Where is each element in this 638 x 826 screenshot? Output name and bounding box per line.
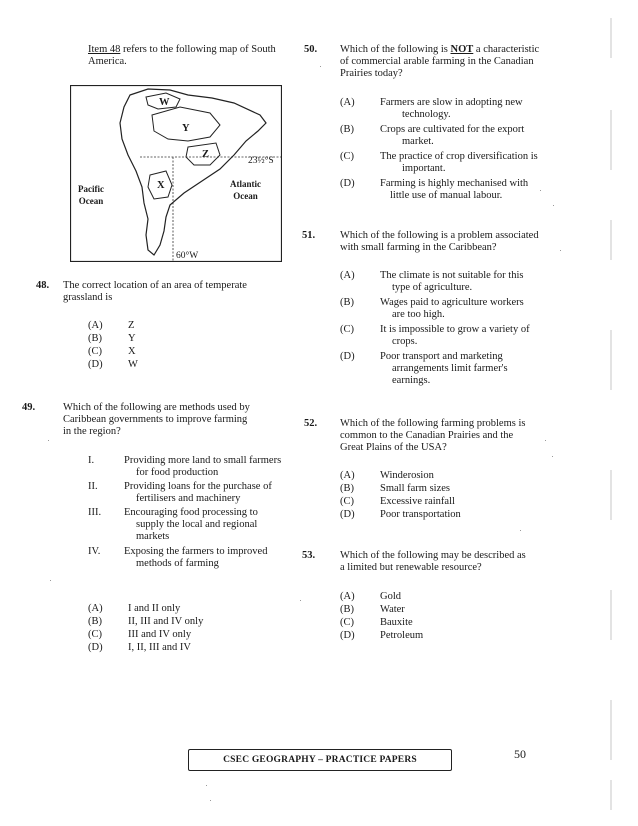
q49-item-iv: IV. Exposing the farmers to improved methods of farming xyxy=(88,546,268,569)
scan-edge-mark xyxy=(610,330,612,390)
page-number: 50 xyxy=(514,747,526,761)
q51-option-c[interactable]: (C) It is impossible to grow a variety of crops. xyxy=(340,324,530,347)
question-51-stem: Which of the following is a problem associated with small farming in the Caribbean? xyxy=(340,230,539,253)
q52-option-a[interactable]: (A) Winderosion xyxy=(340,470,434,481)
q49-item-i: I. Providing more land to small farmers for food production xyxy=(88,455,282,478)
question-50-stem: Which of the following is NOT a characteristic of commercial arable farming in the Canadian Prairies today? xyxy=(340,44,540,79)
q52-option-b[interactable]: (B) Small farm sizes xyxy=(340,483,450,494)
map-label-w: W xyxy=(159,97,170,108)
map-label-x: X xyxy=(157,180,165,191)
scan-edge-mark xyxy=(610,220,612,260)
question-52-number: 52. xyxy=(304,418,318,429)
q48-option-a[interactable]: (A) Z xyxy=(88,320,135,331)
scan-edge-mark xyxy=(610,780,612,810)
q53-option-a[interactable]: (A) Gold xyxy=(340,591,401,602)
q53-option-d[interactable]: (D) Petroleum xyxy=(340,630,424,641)
pacific-ocean-label: Pacific Ocean xyxy=(78,184,104,206)
question-50-number: 50. xyxy=(304,44,318,55)
scan-edge-mark xyxy=(610,700,612,760)
tropic-label: 23½°S xyxy=(248,156,274,166)
question-48-number: 48. xyxy=(36,280,50,291)
q51-option-a[interactable]: (A) The climate is not suitable for this type of agriculture. xyxy=(340,270,524,293)
meridian-label: 60°W xyxy=(176,251,199,261)
q48-option-d[interactable]: (D) W xyxy=(88,359,138,370)
q50-option-d[interactable]: (D) Farming is highly mechanised with little use of manual labour. xyxy=(340,178,529,201)
q52-option-c[interactable]: (C) Excessive rainfall xyxy=(340,496,455,507)
footer-title: CSEC GEOGRAPHY – PRACTICE PAPERS xyxy=(223,755,417,765)
q53-option-b[interactable]: (B) Water xyxy=(340,604,405,615)
scan-edge-mark xyxy=(610,470,612,520)
question-53-number: 53. xyxy=(302,550,316,561)
q49-option-a[interactable]: (A) I and II only xyxy=(88,603,181,614)
south-america-map xyxy=(70,85,282,262)
q49-item-ii: II. Providing loans for the purchase of fertilisers and machinery xyxy=(88,481,272,504)
scan-edge-mark xyxy=(610,18,612,58)
q51-option-d[interactable]: (D) Poor transport and marketing arrangements limit farmer's earnings. xyxy=(340,351,508,386)
question-51-number: 51. xyxy=(302,230,316,241)
q48-option-b[interactable]: (B) Y xyxy=(88,333,136,344)
q49-option-d[interactable]: (D) I, II, III and IV xyxy=(88,642,191,653)
question-49-number: 49. xyxy=(22,402,36,413)
q53-option-c[interactable]: (C) Bauxite xyxy=(340,617,413,628)
q52-option-d[interactable]: (D) Poor transportation xyxy=(340,509,461,520)
q49-option-c[interactable]: (C) III and IV only xyxy=(88,629,192,640)
item-intro-text: refers to the following map of South America. xyxy=(88,44,276,67)
footer-title-box xyxy=(188,749,452,771)
item-intro xyxy=(88,44,298,68)
q50-option-a[interactable]: (A) Farmers are slow in adopting new technology. xyxy=(340,97,523,120)
q49-item-iii: III. Encouraging food processing to supply the local and regional markets xyxy=(88,507,258,542)
question-53-stem: Which of the following may be described as a limited but renewable resource? xyxy=(340,550,526,573)
question-48-stem: The correct location of an area of temperate grassland is xyxy=(63,280,247,303)
q50-option-b[interactable]: (B) Crops are cultivated for the export market. xyxy=(340,124,525,147)
q48-option-c[interactable]: (C) X xyxy=(88,346,136,357)
q50-option-c[interactable]: (C) The practice of crop diversification is important. xyxy=(340,151,538,174)
not-emphasis: NOT xyxy=(450,44,474,55)
question-52-stem: Which of the following farming problems is common to the Canadian Prairies and the Great Plains of the USA? xyxy=(340,418,526,453)
map-figure xyxy=(70,85,282,262)
scan-edge-mark xyxy=(610,110,612,170)
question-49-stem: Which of the following are methods used by Caribbean governments to improve farming in the region? xyxy=(63,402,250,437)
q51-option-b[interactable]: (B) Wages paid to agriculture workers are too high. xyxy=(340,297,524,320)
map-label-y: Y xyxy=(182,123,190,134)
scan-edge-mark xyxy=(610,590,612,640)
map-label-z: Z xyxy=(202,149,210,160)
q49-option-b[interactable]: (B) II, III and IV only xyxy=(88,616,204,627)
atlantic-ocean-label: Atlantic Ocean xyxy=(230,179,261,201)
item-reference: Item 48 xyxy=(88,44,121,55)
